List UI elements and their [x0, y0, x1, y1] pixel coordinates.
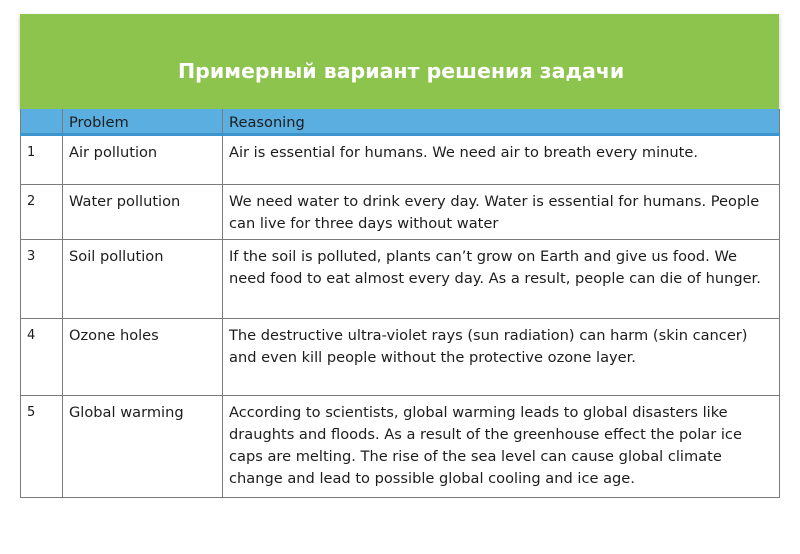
- row-problem: Water pollution: [63, 185, 223, 240]
- header-problem: Problem: [63, 109, 223, 135]
- header-number: [21, 109, 63, 135]
- header-reasoning: Reasoning: [223, 109, 780, 135]
- row-number: 4: [21, 319, 63, 396]
- row-number: 2: [21, 185, 63, 240]
- row-problem: Air pollution: [63, 135, 223, 185]
- row-reasoning: If the soil is polluted, plants can’t grow on Earth and give us food. We need food to eat almost every day. As a result, people can die of hunger.: [223, 240, 780, 319]
- row-number: 3: [21, 240, 63, 319]
- row-number: 5: [21, 396, 63, 498]
- table-row: [21, 396, 780, 498]
- row-reasoning: The destructive ultra-violet rays (sun radiation) can harm (skin cancer) and even kill people without the protective ozone layer.: [223, 319, 780, 396]
- slide-title: Примерный вариант решения задачи: [178, 59, 625, 83]
- row-number: 1: [21, 135, 63, 185]
- row-problem: Ozone holes: [63, 319, 223, 396]
- table-row: [21, 185, 780, 240]
- row-problem: Global warming: [63, 396, 223, 498]
- row-reasoning: According to scientists, global warming leads to global disasters like draughts and floods. As a result of the greenhouse effect the polar ice caps are melting. The rise of the sea level can cause global climate change and lead to possible global cooling and ice age.: [223, 396, 780, 498]
- row-reasoning: We need water to drink every day. Water is essential for humans. People can live for three days without water: [223, 185, 780, 240]
- table-row: [21, 240, 780, 319]
- table-row: [21, 319, 780, 396]
- title-bar: [20, 14, 779, 109]
- problem-table: [20, 109, 780, 498]
- row-reasoning: Air is essential for humans. We need air to breath every minute.: [223, 135, 780, 185]
- row-problem: Soil pollution: [63, 240, 223, 319]
- table-header-row: [21, 109, 780, 135]
- table-row: [21, 135, 780, 185]
